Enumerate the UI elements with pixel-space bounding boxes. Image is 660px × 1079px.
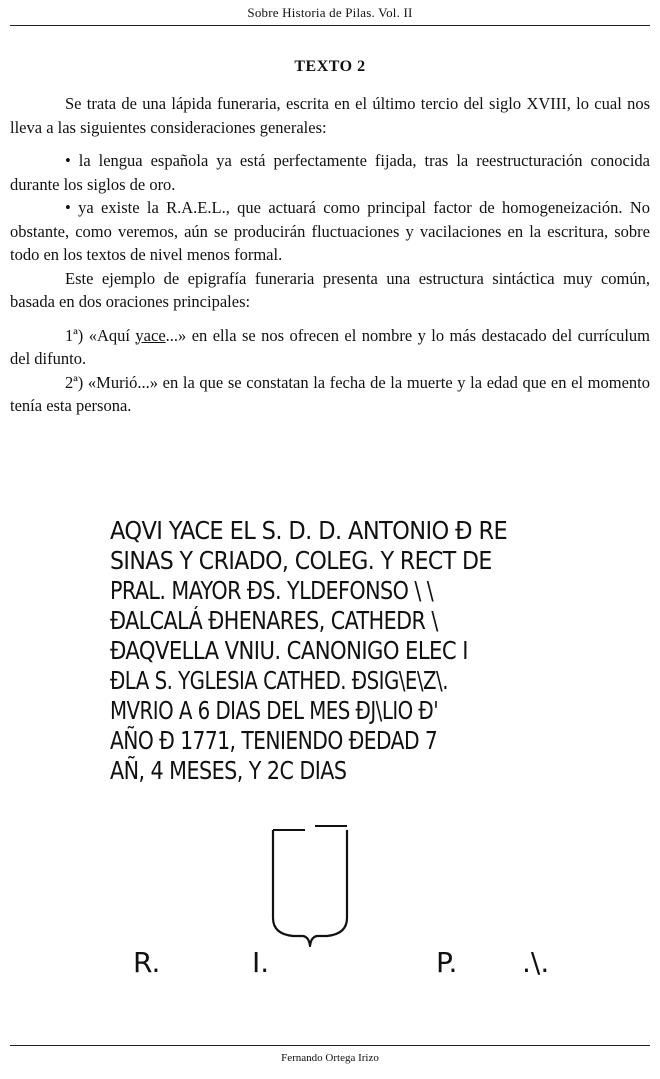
running-title: Sobre Historia de Pilas. Vol. II: [247, 5, 413, 20]
coat-of-arms-shield: [265, 822, 355, 952]
item-2: 2ª) «Murió...» en la que se constatan la fecha de la muerte y la edad que en el momento tenía esta persona.: [10, 372, 650, 415]
signature-i: I.: [252, 946, 270, 979]
bullet-2: • ya existe la R.A.E.L., que actuará como principal factor de homogeneización. No obstante, como veremos, aún se producirán fluctuaciones y vacilaciones en la escritura, sobre todo en los textos de nivel menos formal.: [10, 198, 650, 264]
signature-a: .\.: [522, 946, 550, 979]
bullet-1: • la lengua española ya está perfectamente fijada, tras la reestructuración conocida durante los siglos de oro.: [10, 151, 650, 194]
inscription-line: ÐAQVELLA VNIU. CANONIGO ELEC I: [110, 636, 468, 665]
intro-paragraph: Se trata de una lápida funeraria, escrita en el último tercio del siglo XVIII, lo cual nos lleva a las siguientes consideraciones generales:: [10, 94, 650, 137]
inscription-line: AÑ, 4 MESES, Y 2C DIAS: [110, 756, 347, 785]
item-1-underlined: yace: [135, 325, 166, 345]
signature-p: P.: [436, 946, 458, 979]
item-1-num: 1ª) «Aquí: [65, 325, 136, 345]
tombstone-inscription: [110, 516, 570, 786]
inscription-line: MVRIO A 6 DIAS DEL MES ÐJ\LIO Ð': [110, 696, 439, 725]
inscription-line: AQVI YACE EL S. D. D. ANTONIO Ð RE: [110, 516, 508, 545]
structure-paragraph: Este ejemplo de epigrafía funeraria presenta una estructura sintáctica muy común, basada en dos oraciones principales:: [10, 268, 650, 311]
item-1: [10, 324, 650, 371]
item-1-rest: ...» en ella se nos ofrecen el nombre y lo más destacado del currículum del difunto.: [10, 325, 650, 368]
footer-rule: [10, 1045, 650, 1046]
section-title: TEXTO 2: [294, 58, 366, 75]
header-rule: [10, 25, 650, 26]
inscription-line: PRAL. MAYOR ÐS. YLDEFONSO \ \: [110, 576, 434, 605]
footer-author: Fernando Ortega Irizo: [281, 1052, 379, 1064]
signature-r: R.: [133, 946, 161, 979]
inscription-line: ÐALCALÁ ÐHENARES, CATHEDR \: [110, 606, 438, 635]
inscription-line: ÐLA S. YGLESIA CATHED. ÐSIG\E\Z\.: [110, 666, 448, 695]
inscription-line: AÑO Ð 1771, TENIENDO ÐEDAD 7: [110, 726, 438, 755]
inscription-line: SINAS Y CRIADO, COLEG. Y RECT DE: [110, 546, 492, 575]
body-text: [10, 92, 650, 418]
